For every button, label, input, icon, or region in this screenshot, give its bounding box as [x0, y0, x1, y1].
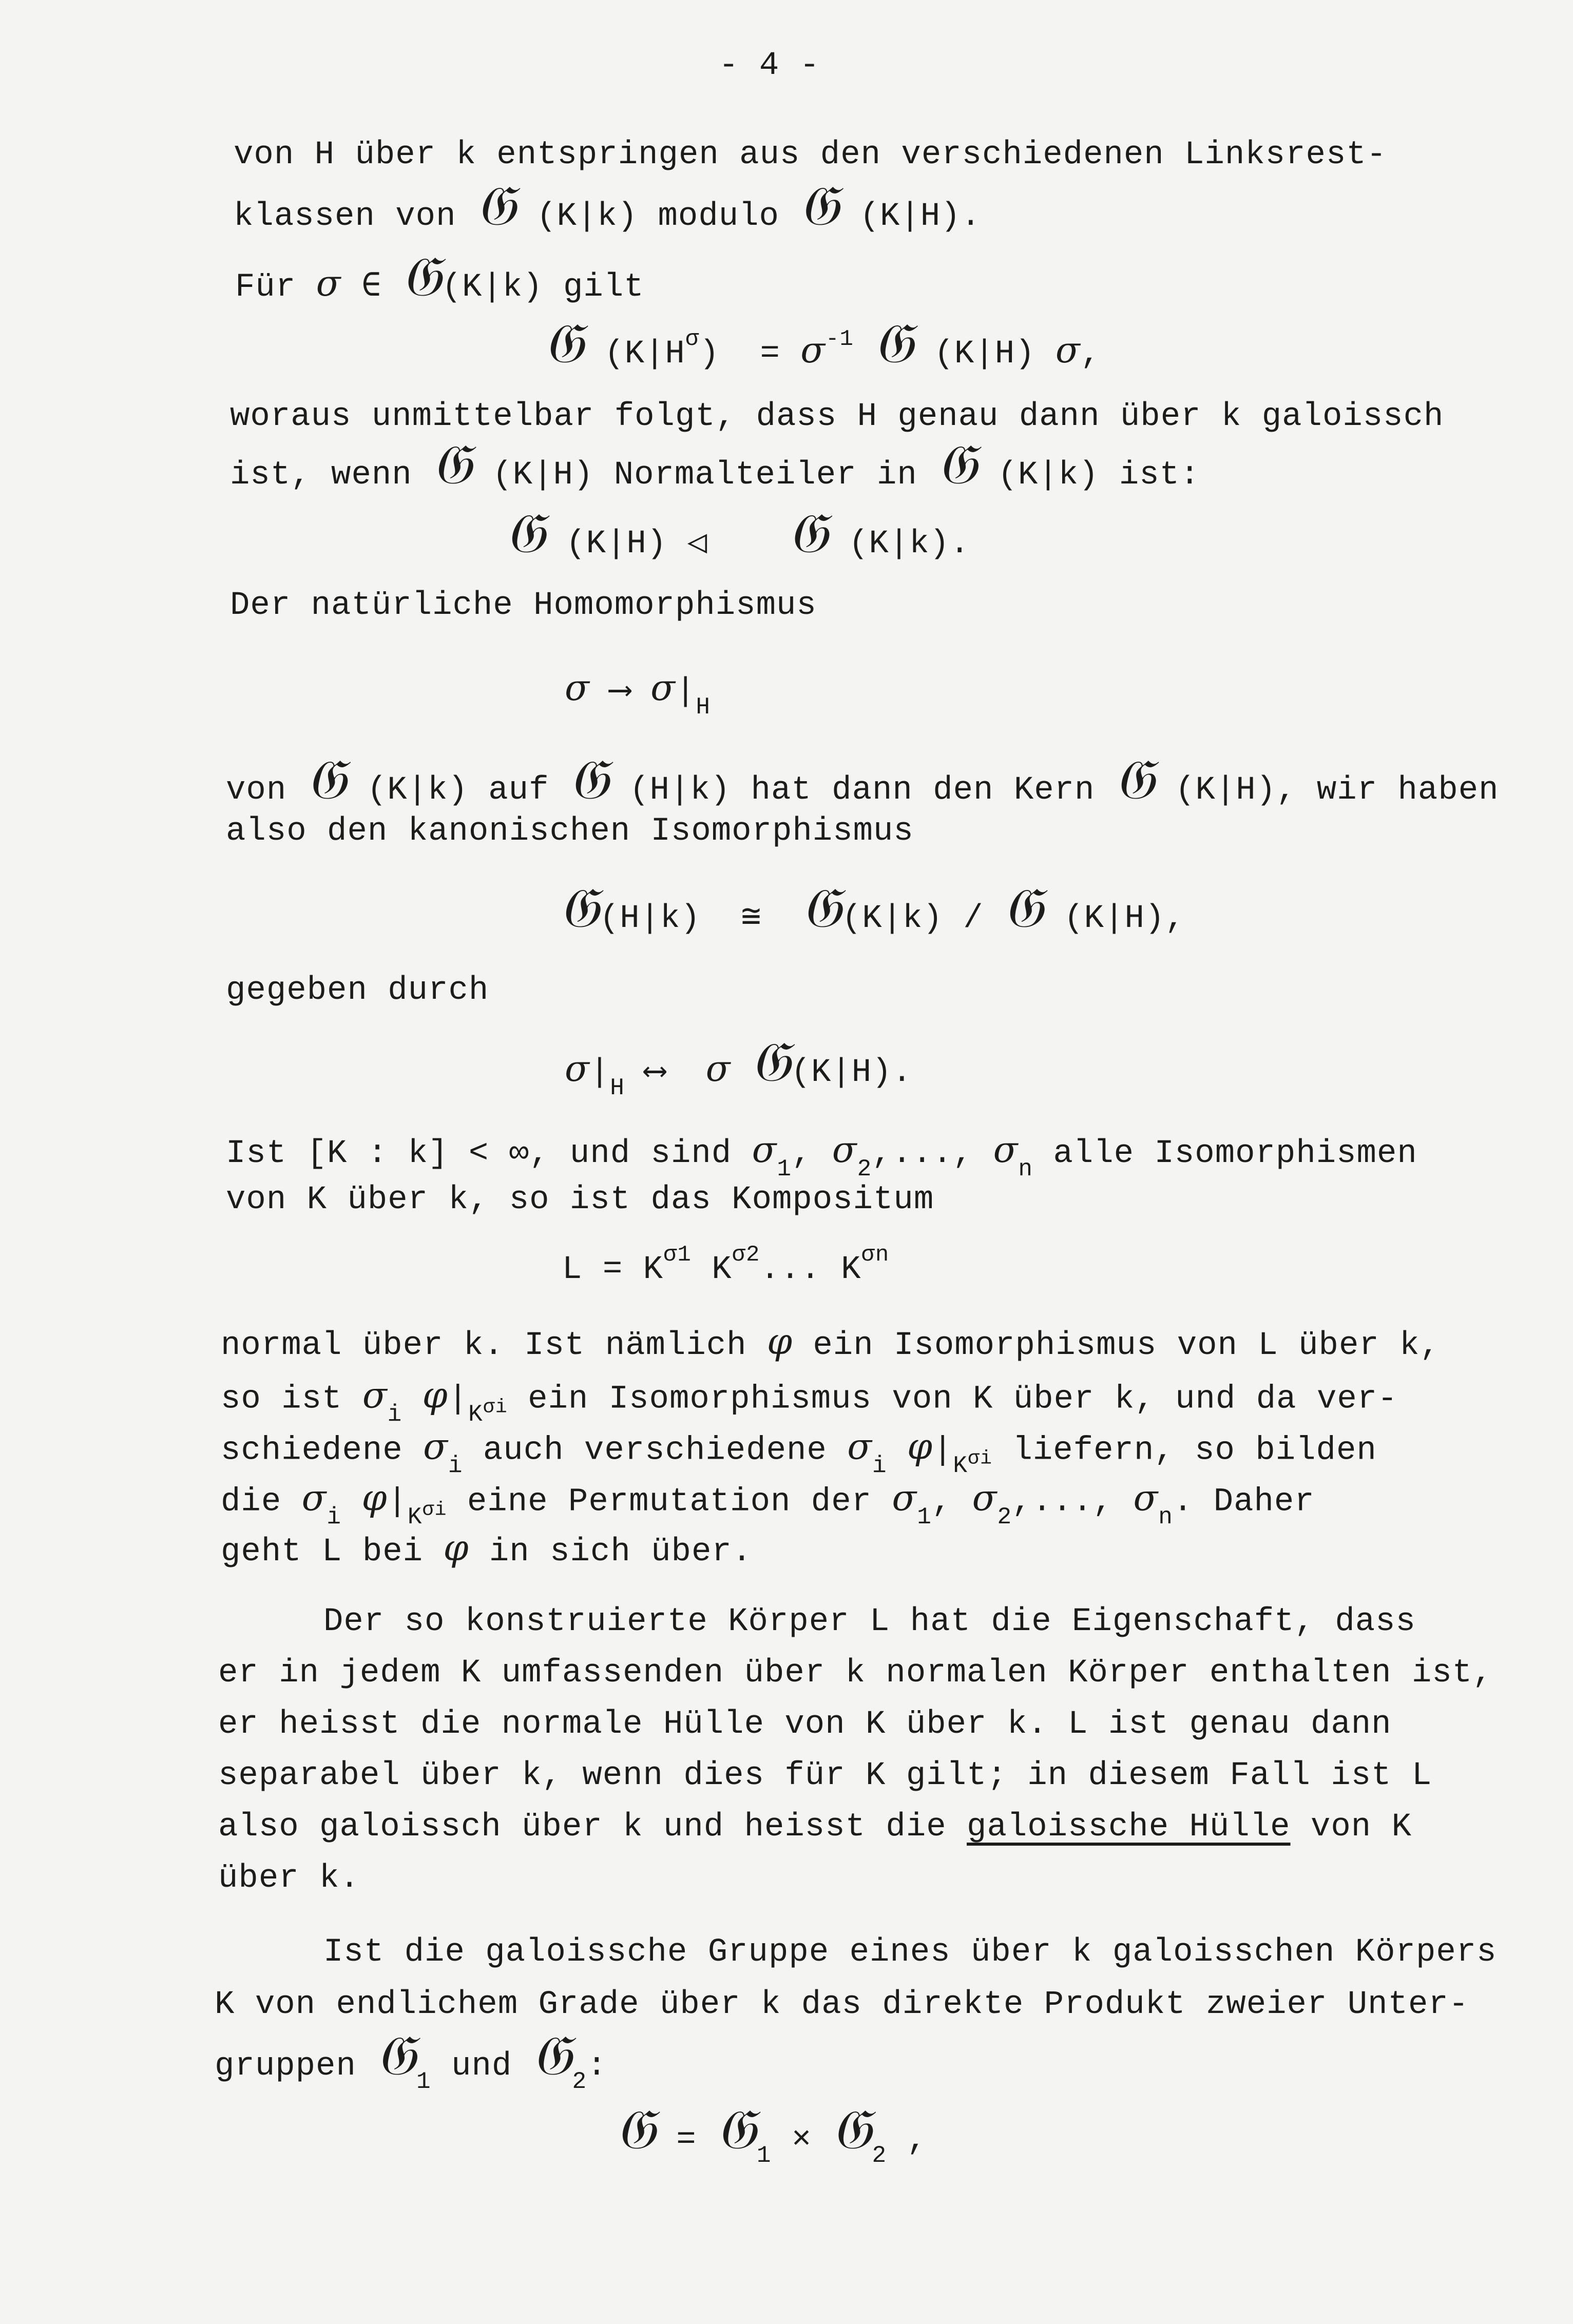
- text-line-10: von 𝔊 (K|k) auf 𝔊 (H|k) hat dann den Kern 𝔊 (K|H), wir haben: [226, 748, 1499, 812]
- text-line-8: Der natürliche Homomorphismus: [230, 587, 817, 624]
- equation-correspondence: $\sigma|_H$ ⟷ σ 𝔊(K|H).: [565, 1030, 912, 1101]
- text-line-21: die $\sigma_i$ $\varphi|_{K^{\sigma i}}$ eine Permutation der $\sigma_1$, $\sigma_2$,..., $\sigma_n$. Daher: [221, 1477, 1315, 1531]
- text-line-16: von K über k, so ist das Kompositum: [226, 1182, 934, 1218]
- text-line-27: also galoissch über k und heisst die galoissche Hülle von K: [218, 1809, 1412, 1846]
- equation-compositum: $L = K^{\sigma 1}$ $K^{\sigma 2}$... $K^{\sigma n}$: [562, 1242, 890, 1288]
- text-line-31: gruppen 𝔊$_1$ und 𝔊$_2$:: [215, 2024, 607, 2095]
- text-line-20: schiedene $\sigma_i$ auch verschiedene $\sigma_i$ $\varphi|_{K^{\sigma i}}$ liefern, so bilden: [221, 1425, 1377, 1480]
- text-line-11: also den kanonischen Isomorphismus: [226, 813, 914, 850]
- text-line-28: über k.: [218, 1860, 360, 1897]
- text-line-1: von H über k entspringen aus den verschiedenen Linksrest-: [234, 137, 1387, 173]
- text-line-26: separabel über k, wenn dies für K gilt; in diesem Fall ist L: [218, 1757, 1432, 1794]
- equation-homomorphism: σ ⟶ $\sigma|_H$: [565, 667, 711, 721]
- text-line-18: normal über k. Ist nämlich φ ein Isomorphismus von L über k,: [221, 1321, 1440, 1364]
- text-line-19: so ist $\sigma_i$ $\varphi|_{K^{\sigma i}}$ ein Isomorphismus von K über k, und da ver-: [221, 1374, 1398, 1428]
- equation-conjugation: 𝔊 $(K|H^\sigma) = \sigma^{-1}$ 𝔊 (K|H) σ,: [544, 312, 1101, 376]
- text-line-24: er in jedem K umfassenden über k normalen Körper enthalten ist,: [218, 1655, 1493, 1692]
- text-line-6: ist, wenn 𝔊 (K|H) Normalteiler in 𝔊 (K|k) ist:: [230, 433, 1200, 497]
- page-number: - 4 -: [719, 47, 820, 84]
- text-line-5: woraus unmittelbar folgt, dass H genau dann über k galoissch: [230, 398, 1444, 435]
- term-galoissche-huelle: galoissche Hülle: [967, 1809, 1291, 1846]
- text-line-22: geht L bei φ in sich über.: [221, 1527, 753, 1571]
- equation-direct-product: 𝔊 = 𝔊$_1$ × 𝔊$_2$ ,: [616, 2098, 927, 2169]
- equation-isomorphism: 𝔊(H|k) ≅ 𝔊(K|k) / 𝔊 (K|H),: [560, 876, 1185, 940]
- text-line-13: gegeben durch: [226, 972, 489, 1009]
- text-line-3: Für σ ∈ 𝔊(K|k) gilt: [235, 245, 644, 309]
- text-line-30: K von endlichem Grade über k das direkte Produkt zweier Unter-: [215, 1986, 1469, 2023]
- text-line-29: Ist die galoissche Gruppe eines über k galoisschen Körpers: [323, 1934, 1497, 1971]
- text-line-23: Der so konstruierte Körper L hat die Eigenschaft, dass: [323, 1603, 1416, 1640]
- text-line-2: klassen von 𝔊 (K|k) modulo 𝔊 (K|H).: [234, 174, 981, 238]
- equation-normal-subgroup: 𝔊 (K|H) ◁ 𝔊 (K|k).: [506, 501, 970, 566]
- text-line-15: Ist [K : k] < ∞, und sind $\sigma_1$, $\sigma_2$,..., $\sigma_n$ alle Isomorphismen: [226, 1129, 1417, 1183]
- text-line-25: er heisst die normale Hülle von K über k. L ist genau dann: [218, 1706, 1392, 1743]
